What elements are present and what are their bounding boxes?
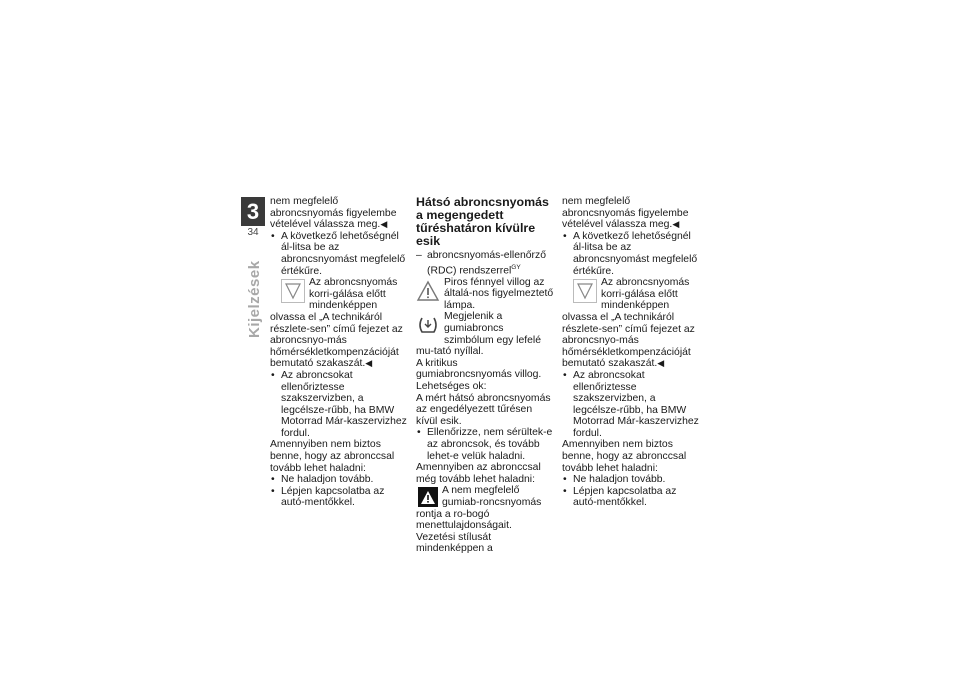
paragraph: A mért hátsó abroncsnyomás az engedélyezett tűrésen kívül esik. — [416, 392, 551, 427]
column-left — [270, 196, 408, 509]
note-block: Az abroncsnyomás korri-gálása előtt mindenképpen olvassa el „A technikáról részlete-sen” című fejezet az abroncsnyo-más hőmérsékletkompenzációját bemutató szakaszát.◀ — [562, 277, 695, 370]
tire-pressure-icon — [416, 313, 440, 341]
warning-triangle-icon — [416, 279, 440, 307]
warning-light-block: Piros fénnyel villog az általá-nos figyelmeztető lámpa. — [416, 277, 554, 312]
bullet-item: • Ellenőrizze, nem sérültek-e az abroncsok, és tovább lehet-e velük haladni. — [416, 427, 554, 462]
paragraph: Amennyiben az abronccsal még tovább lehet haladni: — [416, 462, 541, 485]
chapter-number: 3 — [241, 197, 265, 226]
paragraph: Lehetséges ok: — [416, 381, 487, 392]
end-mark-icon: ◀ — [365, 358, 373, 369]
dash-item: – abroncsnyomás-ellenőrző (RDC) rendszerrel$^{GY}$ — [416, 250, 554, 277]
hazard-block: A nem megfelelő gumiab-roncsnyomás rontja a ro-bogó menettulajdonságait. — [416, 485, 542, 532]
bullet-item: • Az abroncsokat ellenőriztesse szakszervizben, a legcélsze-rűbb, ha BMW Motorrad Már-kaszervizhez fordul. — [270, 370, 408, 440]
end-mark-icon: ◀ — [657, 358, 665, 369]
paragraph: Amennyiben nem biztos benne, hogy az abronccsal tovább lehet haladni: — [562, 439, 687, 474]
note-triangle-icon — [562, 279, 597, 307]
bullet-item: • A következő lehetőségnél ál-litsa be az abroncsnyomást megfelelő értékűre. — [270, 231, 408, 277]
bullet-item: • Lépjen kapcsolatba az autó-mentőkkel. — [270, 486, 408, 509]
bullet-item: • Lépjen kapcsolatba az autó-mentőkkel. — [562, 486, 700, 509]
paragraph: nem megfelelő abroncsnyomás figyelembe vételével válassza meg.◀ — [562, 196, 689, 231]
hazard-warning-icon — [418, 487, 438, 507]
paragraph: nem megfelelő abroncsnyomás figyelembe vételével válassza meg.◀ — [270, 196, 397, 231]
paragraph: A kritikus gumiabroncsnyomás villog. — [416, 357, 542, 381]
section-heading: Hátsó abroncsnyomás a megengedett tűréshatáron kívülre esik — [416, 195, 549, 248]
column-middle — [416, 196, 554, 555]
tpms-symbol-block: Megjelenik a gumiabroncs szimbólum egy lefelé mu-tató nyíllal. — [416, 311, 542, 358]
bullet-item: • A következő lehetőségnél ál-litsa be az abroncsnyomást megfelelő értékűre. — [562, 231, 700, 277]
end-mark-icon: ◀ — [672, 219, 680, 230]
note-triangle-icon — [270, 279, 305, 307]
bullet-item: • Az abroncsokat ellenőriztesse szakszervizben, a legcélsze-rűbb, ha BMW Motorrad Már-kaszervizhez fordul. — [562, 370, 700, 440]
page-number: 34 — [247, 227, 259, 238]
paragraph: Amennyiben nem biztos benne, hogy az abronccsal tovább lehet haladni: — [270, 439, 395, 474]
end-mark-icon: ◀ — [380, 219, 388, 230]
column-right — [562, 196, 700, 509]
bullet-item: • Ne haladjon tovább. — [562, 474, 700, 486]
paragraph: Vezetési stílusát mindenképpen a — [416, 531, 493, 555]
chapter-title: Kijelzések — [246, 260, 263, 338]
bullet-item: • Ne haladjon tovább. — [270, 474, 408, 486]
note-block: Az abroncsnyomás korri-gálása előtt mindenképpen olvassa el „A technikáról részlete-sen” című fejezet az abroncsnyo-más hőmérsékletkompenzációját bemutató szakaszát.◀ — [270, 277, 403, 370]
